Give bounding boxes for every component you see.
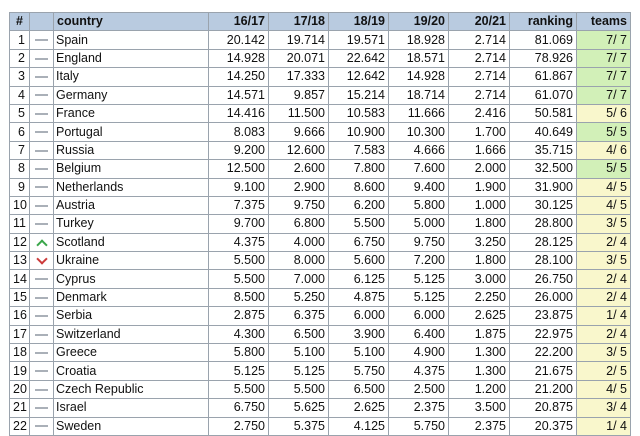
season-16-17-cell: 2.875 xyxy=(209,307,269,325)
season-17-18-cell: 9.750 xyxy=(269,196,329,214)
season-17-18-cell: 2.900 xyxy=(269,178,329,196)
table-row[interactable] xyxy=(10,399,631,417)
teams-cell: 7/ 7 xyxy=(577,49,631,67)
rank-number-cell: 22 xyxy=(10,417,30,435)
season-17-18-cell: 5.375 xyxy=(269,417,329,435)
season-18-19-cell: 5.750 xyxy=(329,362,389,380)
season-18-19-cell: 12.642 xyxy=(329,68,389,86)
season-20-21-cell: 1.700 xyxy=(449,123,510,141)
header-ranking[interactable]: ranking xyxy=(510,13,577,31)
trend-unchanged-icon xyxy=(35,186,48,188)
table-row[interactable] xyxy=(10,362,631,380)
season-17-18-cell: 2.600 xyxy=(269,160,329,178)
country-name-cell: Greece xyxy=(54,344,209,362)
table-row[interactable] xyxy=(10,31,631,49)
teams-cell: 1/ 4 xyxy=(577,417,631,435)
country-name-cell: England xyxy=(54,49,209,67)
trend-unchanged-icon xyxy=(35,315,48,317)
season-16-17-cell: 9.100 xyxy=(209,178,269,196)
season-17-18-cell: 6.375 xyxy=(269,307,329,325)
season-17-18-cell: 8.000 xyxy=(269,252,329,270)
season-17-18-cell: 7.000 xyxy=(269,270,329,288)
ranking-total-cell: 78.926 xyxy=(510,49,577,67)
rank-number-cell: 3 xyxy=(10,68,30,86)
country-name-cell: Scotland xyxy=(54,233,209,251)
season-20-21-cell: 1.300 xyxy=(449,362,510,380)
season-17-18-cell: 9.666 xyxy=(269,123,329,141)
ranking-total-cell: 50.581 xyxy=(510,104,577,122)
season-18-19-cell: 10.583 xyxy=(329,104,389,122)
table-row[interactable] xyxy=(10,344,631,362)
rank-number-cell: 8 xyxy=(10,160,30,178)
season-16-17-cell: 4.300 xyxy=(209,325,269,343)
teams-cell: 2/ 4 xyxy=(577,270,631,288)
trend-unchanged-icon xyxy=(35,205,48,207)
ranking-table-container xyxy=(9,12,630,436)
ranking-total-cell: 28.100 xyxy=(510,252,577,270)
season-19-20-cell: 18.928 xyxy=(389,31,449,49)
country-name-cell: Switzerland xyxy=(54,325,209,343)
season-19-20-cell: 5.125 xyxy=(389,288,449,306)
season-18-19-cell: 6.500 xyxy=(329,380,389,398)
header-country[interactable]: country xyxy=(54,13,209,31)
season-19-20-cell: 11.666 xyxy=(389,104,449,122)
table-row[interactable] xyxy=(10,68,631,86)
season-17-18-cell: 20.071 xyxy=(269,49,329,67)
season-19-20-cell: 4.375 xyxy=(389,362,449,380)
season-20-21-cell: 3.250 xyxy=(449,233,510,251)
header-rank-number[interactable]: # xyxy=(10,13,30,31)
season-18-19-cell: 3.900 xyxy=(329,325,389,343)
ranking-total-cell: 22.200 xyxy=(510,344,577,362)
season-18-19-cell: 10.900 xyxy=(329,123,389,141)
teams-cell: 3/ 5 xyxy=(577,344,631,362)
ranking-total-cell: 23.875 xyxy=(510,307,577,325)
ranking-total-cell: 28.125 xyxy=(510,233,577,251)
table-row[interactable] xyxy=(10,215,631,233)
season-16-17-cell: 6.750 xyxy=(209,399,269,417)
season-20-21-cell: 1.200 xyxy=(449,380,510,398)
season-20-21-cell: 1.900 xyxy=(449,178,510,196)
season-17-18-cell: 5.250 xyxy=(269,288,329,306)
season-18-19-cell: 4.875 xyxy=(329,288,389,306)
country-name-cell: Turkey xyxy=(54,215,209,233)
season-16-17-cell: 5.500 xyxy=(209,270,269,288)
trend-down-icon xyxy=(36,254,47,265)
country-name-cell: Italy xyxy=(54,68,209,86)
season-18-19-cell: 6.750 xyxy=(329,233,389,251)
season-20-21-cell: 2.625 xyxy=(449,307,510,325)
season-18-19-cell: 5.500 xyxy=(329,215,389,233)
rank-number-cell: 4 xyxy=(10,86,30,104)
season-20-21-cell: 2.375 xyxy=(449,417,510,435)
country-name-cell: France xyxy=(54,104,209,122)
ranking-total-cell: 21.200 xyxy=(510,380,577,398)
table-row[interactable] xyxy=(10,307,631,325)
season-17-18-cell: 11.500 xyxy=(269,104,329,122)
rank-number-cell: 11 xyxy=(10,215,30,233)
season-20-21-cell: 1.800 xyxy=(449,215,510,233)
trend-cell xyxy=(30,68,54,86)
season-20-21-cell: 2.714 xyxy=(449,49,510,67)
ranking-total-cell: 21.675 xyxy=(510,362,577,380)
country-ranking-table xyxy=(9,12,631,436)
trend-unchanged-icon xyxy=(35,352,48,354)
table-row[interactable] xyxy=(10,288,631,306)
teams-cell: 4/ 5 xyxy=(577,380,631,398)
rank-number-cell: 17 xyxy=(10,325,30,343)
season-17-18-cell: 19.714 xyxy=(269,31,329,49)
country-name-cell: Israel xyxy=(54,399,209,417)
trend-cell xyxy=(30,160,54,178)
trend-unchanged-icon xyxy=(35,113,48,115)
teams-cell: 4/ 6 xyxy=(577,141,631,159)
rank-number-cell: 21 xyxy=(10,399,30,417)
season-18-19-cell: 7.583 xyxy=(329,141,389,159)
teams-cell: 5/ 6 xyxy=(577,104,631,122)
trend-cell xyxy=(30,104,54,122)
trend-cell xyxy=(30,417,54,435)
table-row[interactable] xyxy=(10,325,631,343)
country-name-cell: Czech Republic xyxy=(54,380,209,398)
trend-cell xyxy=(30,123,54,141)
table-row[interactable] xyxy=(10,417,631,435)
season-20-21-cell: 1.875 xyxy=(449,325,510,343)
season-19-20-cell: 18.714 xyxy=(389,86,449,104)
trend-unchanged-icon xyxy=(35,334,48,336)
header-season-20-21[interactable]: 20/21 xyxy=(449,13,510,31)
ranking-total-cell: 40.649 xyxy=(510,123,577,141)
teams-cell: 4/ 5 xyxy=(577,196,631,214)
season-17-18-cell: 6.800 xyxy=(269,215,329,233)
season-18-19-cell: 15.214 xyxy=(329,86,389,104)
season-17-18-cell: 9.857 xyxy=(269,86,329,104)
rank-number-cell: 6 xyxy=(10,123,30,141)
season-17-18-cell: 5.125 xyxy=(269,362,329,380)
season-19-20-cell: 10.300 xyxy=(389,123,449,141)
teams-cell: 5/ 5 xyxy=(577,123,631,141)
season-20-21-cell: 1.666 xyxy=(449,141,510,159)
season-16-17-cell: 5.125 xyxy=(209,362,269,380)
rank-number-cell: 9 xyxy=(10,178,30,196)
trend-cell xyxy=(30,362,54,380)
season-16-17-cell: 5.500 xyxy=(209,380,269,398)
season-19-20-cell: 5.125 xyxy=(389,270,449,288)
rank-number-cell: 5 xyxy=(10,104,30,122)
ranking-total-cell: 28.800 xyxy=(510,215,577,233)
rank-number-cell: 20 xyxy=(10,380,30,398)
header-season-16-17[interactable]: 16/17 xyxy=(209,13,269,31)
country-name-cell: Germany xyxy=(54,86,209,104)
season-16-17-cell: 9.200 xyxy=(209,141,269,159)
table-row[interactable] xyxy=(10,141,631,159)
season-18-19-cell: 22.642 xyxy=(329,49,389,67)
season-18-19-cell: 6.125 xyxy=(329,270,389,288)
season-19-20-cell: 18.571 xyxy=(389,49,449,67)
country-name-cell: Ukraine xyxy=(54,252,209,270)
teams-cell: 3/ 5 xyxy=(577,215,631,233)
table-row[interactable] xyxy=(10,196,631,214)
trend-cell xyxy=(30,270,54,288)
rank-number-cell: 13 xyxy=(10,252,30,270)
season-19-20-cell: 5.750 xyxy=(389,417,449,435)
trend-unchanged-icon xyxy=(35,425,48,427)
ranking-total-cell: 61.070 xyxy=(510,86,577,104)
season-16-17-cell: 14.416 xyxy=(209,104,269,122)
season-20-21-cell: 2.714 xyxy=(449,86,510,104)
trend-unchanged-icon xyxy=(35,223,48,225)
ranking-total-cell: 31.900 xyxy=(510,178,577,196)
season-20-21-cell: 3.000 xyxy=(449,270,510,288)
country-name-cell: Sweden xyxy=(54,417,209,435)
country-name-cell: Cyprus xyxy=(54,270,209,288)
season-16-17-cell: 5.800 xyxy=(209,344,269,362)
season-19-20-cell: 4.900 xyxy=(389,344,449,362)
table-row[interactable] xyxy=(10,270,631,288)
ranking-total-cell: 35.715 xyxy=(510,141,577,159)
trend-cell xyxy=(30,252,54,270)
table-row[interactable] xyxy=(10,104,631,122)
season-16-17-cell: 8.500 xyxy=(209,288,269,306)
country-name-cell: Denmark xyxy=(54,288,209,306)
season-16-17-cell: 5.500 xyxy=(209,252,269,270)
teams-cell: 2/ 4 xyxy=(577,288,631,306)
trend-cell xyxy=(30,233,54,251)
trend-unchanged-icon xyxy=(35,278,48,280)
trend-unchanged-icon xyxy=(35,94,48,96)
season-16-17-cell: 14.250 xyxy=(209,68,269,86)
rank-number-cell: 15 xyxy=(10,288,30,306)
teams-cell: 7/ 7 xyxy=(577,86,631,104)
rank-number-cell: 12 xyxy=(10,233,30,251)
teams-cell: 2/ 4 xyxy=(577,233,631,251)
season-16-17-cell: 14.571 xyxy=(209,86,269,104)
season-19-20-cell: 9.750 xyxy=(389,233,449,251)
season-19-20-cell: 2.375 xyxy=(389,399,449,417)
ranking-total-cell: 20.375 xyxy=(510,417,577,435)
trend-cell xyxy=(30,399,54,417)
trend-up-icon xyxy=(36,239,47,250)
season-16-17-cell: 2.750 xyxy=(209,417,269,435)
season-20-21-cell: 2.000 xyxy=(449,160,510,178)
ranking-total-cell: 30.125 xyxy=(510,196,577,214)
season-16-17-cell: 12.500 xyxy=(209,160,269,178)
table-row[interactable] xyxy=(10,380,631,398)
teams-cell: 1/ 4 xyxy=(577,307,631,325)
trend-unchanged-icon xyxy=(35,131,48,133)
trend-cell xyxy=(30,344,54,362)
ranking-total-cell: 22.975 xyxy=(510,325,577,343)
season-19-20-cell: 7.600 xyxy=(389,160,449,178)
teams-cell: 3/ 5 xyxy=(577,252,631,270)
trend-unchanged-icon xyxy=(35,150,48,152)
ranking-total-cell: 61.867 xyxy=(510,68,577,86)
trend-cell xyxy=(30,141,54,159)
ranking-total-cell: 26.750 xyxy=(510,270,577,288)
table-row[interactable] xyxy=(10,123,631,141)
trend-unchanged-icon xyxy=(35,168,48,170)
trend-cell xyxy=(30,307,54,325)
trend-unchanged-icon xyxy=(35,58,48,60)
season-16-17-cell: 4.375 xyxy=(209,233,269,251)
country-name-cell: Belgium xyxy=(54,160,209,178)
trend-cell xyxy=(30,49,54,67)
season-18-19-cell: 2.625 xyxy=(329,399,389,417)
country-name-cell: Spain xyxy=(54,31,209,49)
table-row[interactable] xyxy=(10,233,631,251)
season-18-19-cell: 8.600 xyxy=(329,178,389,196)
trend-unchanged-icon xyxy=(35,76,48,78)
season-16-17-cell: 7.375 xyxy=(209,196,269,214)
season-17-18-cell: 5.625 xyxy=(269,399,329,417)
teams-cell: 5/ 5 xyxy=(577,160,631,178)
table-row[interactable] xyxy=(10,86,631,104)
season-16-17-cell: 20.142 xyxy=(209,31,269,49)
header-teams[interactable]: teams xyxy=(577,13,631,31)
table-row[interactable] xyxy=(10,160,631,178)
country-name-cell: Russia xyxy=(54,141,209,159)
header-season-17-18[interactable]: 17/18 xyxy=(269,13,329,31)
rank-number-cell: 14 xyxy=(10,270,30,288)
season-19-20-cell: 6.000 xyxy=(389,307,449,325)
season-19-20-cell: 7.200 xyxy=(389,252,449,270)
trend-unchanged-icon xyxy=(35,407,48,409)
country-name-cell: Serbia xyxy=(54,307,209,325)
header-row xyxy=(10,13,631,31)
season-18-19-cell: 6.200 xyxy=(329,196,389,214)
ranking-total-cell: 20.875 xyxy=(510,399,577,417)
table-row[interactable] xyxy=(10,178,631,196)
season-17-18-cell: 4.000 xyxy=(269,233,329,251)
ranking-total-cell: 32.500 xyxy=(510,160,577,178)
rank-number-cell: 10 xyxy=(10,196,30,214)
rank-number-cell: 16 xyxy=(10,307,30,325)
table-row[interactable] xyxy=(10,252,631,270)
teams-cell: 2/ 5 xyxy=(577,362,631,380)
season-18-19-cell: 4.125 xyxy=(329,417,389,435)
teams-cell: 3/ 4 xyxy=(577,399,631,417)
season-19-20-cell: 6.400 xyxy=(389,325,449,343)
trend-unchanged-icon xyxy=(35,297,48,299)
season-19-20-cell: 2.500 xyxy=(389,380,449,398)
season-19-20-cell: 4.666 xyxy=(389,141,449,159)
rank-number-cell: 18 xyxy=(10,344,30,362)
country-name-cell: Austria xyxy=(54,196,209,214)
teams-cell: 7/ 7 xyxy=(577,68,631,86)
trend-cell xyxy=(30,178,54,196)
season-17-18-cell: 12.600 xyxy=(269,141,329,159)
country-name-cell: Portugal xyxy=(54,123,209,141)
season-20-21-cell: 2.714 xyxy=(449,31,510,49)
season-19-20-cell: 5.800 xyxy=(389,196,449,214)
season-19-20-cell: 14.928 xyxy=(389,68,449,86)
trend-unchanged-icon xyxy=(35,370,48,372)
season-16-17-cell: 14.928 xyxy=(209,49,269,67)
trend-cell xyxy=(30,31,54,49)
season-18-19-cell: 5.100 xyxy=(329,344,389,362)
season-20-21-cell: 2.416 xyxy=(449,104,510,122)
trend-cell xyxy=(30,86,54,104)
header-season-18-19[interactable]: 18/19 xyxy=(329,13,389,31)
season-20-21-cell: 2.714 xyxy=(449,68,510,86)
country-name-cell: Netherlands xyxy=(54,178,209,196)
season-17-18-cell: 6.500 xyxy=(269,325,329,343)
season-18-19-cell: 5.600 xyxy=(329,252,389,270)
season-20-21-cell: 1.000 xyxy=(449,196,510,214)
season-20-21-cell: 2.250 xyxy=(449,288,510,306)
season-17-18-cell: 5.100 xyxy=(269,344,329,362)
season-20-21-cell: 1.300 xyxy=(449,344,510,362)
teams-cell: 4/ 5 xyxy=(577,178,631,196)
ranking-total-cell: 81.069 xyxy=(510,31,577,49)
season-20-21-cell: 1.800 xyxy=(449,252,510,270)
header-season-19-20[interactable]: 19/20 xyxy=(389,13,449,31)
trend-cell xyxy=(30,288,54,306)
trend-cell xyxy=(30,325,54,343)
season-17-18-cell: 5.500 xyxy=(269,380,329,398)
trend-unchanged-icon xyxy=(35,39,48,41)
rank-number-cell: 2 xyxy=(10,49,30,67)
table-row[interactable] xyxy=(10,49,631,67)
season-16-17-cell: 8.083 xyxy=(209,123,269,141)
season-20-21-cell: 3.500 xyxy=(449,399,510,417)
trend-cell xyxy=(30,215,54,233)
season-19-20-cell: 9.400 xyxy=(389,178,449,196)
season-16-17-cell: 9.700 xyxy=(209,215,269,233)
rank-number-cell: 7 xyxy=(10,141,30,159)
trend-unchanged-icon xyxy=(35,389,48,391)
ranking-total-cell: 26.000 xyxy=(510,288,577,306)
teams-cell: 7/ 7 xyxy=(577,31,631,49)
header-trend xyxy=(30,13,54,31)
teams-cell: 2/ 4 xyxy=(577,325,631,343)
rank-number-cell: 1 xyxy=(10,31,30,49)
season-19-20-cell: 5.000 xyxy=(389,215,449,233)
season-18-19-cell: 6.000 xyxy=(329,307,389,325)
season-18-19-cell: 7.800 xyxy=(329,160,389,178)
trend-cell xyxy=(30,380,54,398)
rank-number-cell: 19 xyxy=(10,362,30,380)
trend-cell xyxy=(30,196,54,214)
country-name-cell: Croatia xyxy=(54,362,209,380)
season-18-19-cell: 19.571 xyxy=(329,31,389,49)
season-17-18-cell: 17.333 xyxy=(269,68,329,86)
